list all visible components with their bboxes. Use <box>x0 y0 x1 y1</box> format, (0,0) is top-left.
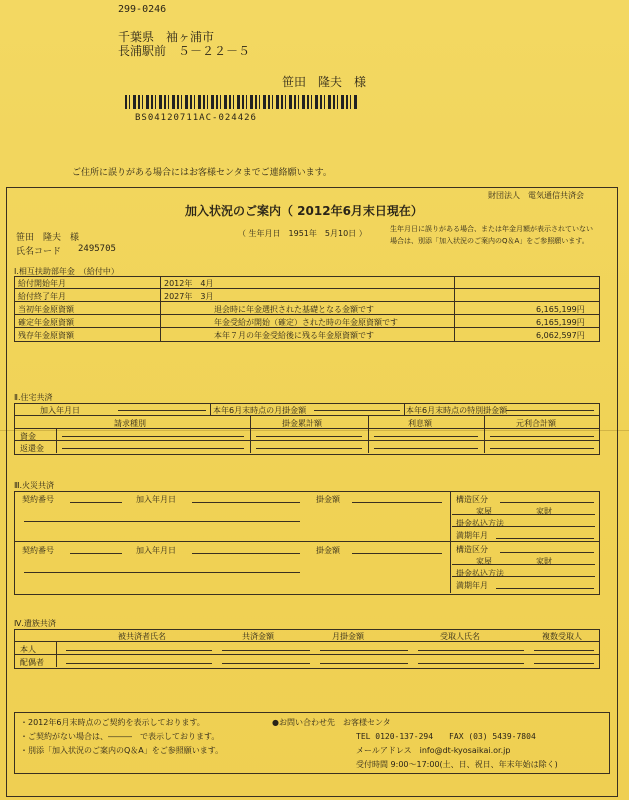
s3a-contract-label: 契約番号 <box>22 495 54 504</box>
s1-amount-4: 6,062,597円 <box>536 331 585 340</box>
s3b-premium-label: 掛金額 <box>316 546 340 555</box>
birth-note-2: 場合は、別添「加入状況のご案内のQ＆A」をご参照願います。 <box>390 237 589 245</box>
birthdate: （ 生年月日 1951年 5月10日 ） <box>238 229 367 238</box>
section3-title: Ⅲ.火災共済 <box>14 481 55 490</box>
s3b-contents: 家財 <box>536 557 552 566</box>
s2-col-0: 請求種別 <box>114 419 146 428</box>
s3a-maturity: 満期年月 <box>456 531 488 540</box>
s3a-join-label: 加入年月日 <box>136 495 176 504</box>
contact-email: メールアドレス info@dt-kyosaikai.or.jp <box>356 746 511 755</box>
contact-hours: 受付時間 9:00～17:00(土、日、祝日、年末年始は除く) <box>356 760 558 769</box>
s4-col-0: 被共済者氏名 <box>118 632 166 641</box>
s2-join-label: 加入年月日 <box>40 406 80 415</box>
s3b-structure: 構造区分 <box>456 545 488 554</box>
s4-row-0: 本人 <box>20 645 36 654</box>
s1-amount-3: 6,165,199円 <box>536 318 585 327</box>
s3b-maturity: 満期年月 <box>456 581 488 590</box>
footer-note-1: ・ご契約がない場合は、――― で表示しております。 <box>20 732 220 741</box>
s3b-house: 家屋 <box>476 557 492 566</box>
section2-title: Ⅱ.住宅共済 <box>14 393 53 402</box>
address-line-1: 千葉県 袖ヶ浦市 <box>118 30 215 44</box>
s2-balance-label: 本年6月末時点の月掛金額 <box>213 406 307 415</box>
s1-label-1: 給付終了年月 <box>18 292 66 301</box>
postal-code: 299-0246 <box>118 4 167 15</box>
s3a-house: 家屋 <box>476 507 492 516</box>
recipient-name: 笹田 隆夫 様 <box>282 75 367 89</box>
contact-tel-fax: TEL 0120-137-294 FAX (03) 5439-7804 <box>356 732 536 741</box>
s1-label-3: 確定年金原資額 <box>18 318 74 327</box>
birth-note-1: 生年月日に誤りがある場合、または年金月額が表示されていない <box>390 225 593 233</box>
s2-col-1: 掛金累計額 <box>282 419 322 428</box>
postal-barcode <box>125 95 357 109</box>
s1-label-0: 給付開始年月 <box>18 279 66 288</box>
footer-note-2: ・別添「加入状況のご案内のQ＆A」をご参照願います。 <box>20 746 224 755</box>
s4-row-1: 配偶者 <box>20 658 44 667</box>
s4-col-4: 複数受取人 <box>542 632 582 641</box>
section1-title: Ⅰ.相互扶助部年金 （給付中） <box>14 267 119 276</box>
s3b-contract-label: 契約番号 <box>22 546 54 555</box>
s1-desc-3: 年金受給が開始（確定）された時の年金原資額です <box>214 318 398 327</box>
s4-col-3: 受取人氏名 <box>440 632 480 641</box>
member-name: 笹田 隆夫 様 <box>16 233 80 243</box>
s3a-contents: 家財 <box>536 507 552 516</box>
s4-col-2: 月掛金額 <box>332 632 364 641</box>
s4-col-1: 共済金額 <box>242 632 274 641</box>
document-title: 加入状況のご案内（ 2012年6月末日現在） <box>185 204 423 218</box>
barcode-text: BS04120711AC-024426 <box>135 113 257 123</box>
s3a-payment: 掛金払込方法 <box>456 519 504 528</box>
s1-amount-2: 6,165,199円 <box>536 305 585 314</box>
s2-row-0: 資金 <box>20 432 36 441</box>
s1-label-2: 当初年金原資額 <box>18 305 74 314</box>
s3a-premium-label: 掛金額 <box>316 495 340 504</box>
address-line-2: 長浦駅前 ５－２２－５ <box>118 44 251 58</box>
s3a-structure: 構造区分 <box>456 495 488 504</box>
contact-title: ●お問い合わせ先 お客様センタ <box>272 718 391 727</box>
s3b-payment: 掛金払込方法 <box>456 569 504 578</box>
s1-desc-4: 本年７月の年金受給後に残る年金原資額です <box>214 331 374 340</box>
organization-name: 財団法人 電気通信共済会 <box>488 191 584 200</box>
address-notice: ご住所に誤りがある場合にはお客様センタまでご連絡願います。 <box>72 168 332 178</box>
member-code-label: 氏名コード <box>16 247 62 257</box>
s1-value-1: 2027年 3月 <box>164 292 214 301</box>
s1-value-0: 2012年 4月 <box>164 279 214 288</box>
member-code: 2495705 <box>78 244 116 254</box>
s1-desc-2: 退会時に年金選択された基礎となる金額です <box>214 305 374 314</box>
footer-note-0: ・2012年6月末時点のご契約を表示しております。 <box>20 718 205 727</box>
s2-special-label: 本年6月末時点の特別掛金額 <box>406 406 508 415</box>
s2-row-1: 返還金 <box>20 444 44 453</box>
s3b-join-label: 加入年月日 <box>136 546 176 555</box>
s1-label-4: 残存年金原資額 <box>18 331 74 340</box>
section3-table <box>14 491 600 595</box>
section4-title: Ⅳ.遺族共済 <box>14 619 56 628</box>
s2-col-3: 元利合計額 <box>516 419 556 428</box>
s2-col-2: 利息額 <box>408 419 432 428</box>
